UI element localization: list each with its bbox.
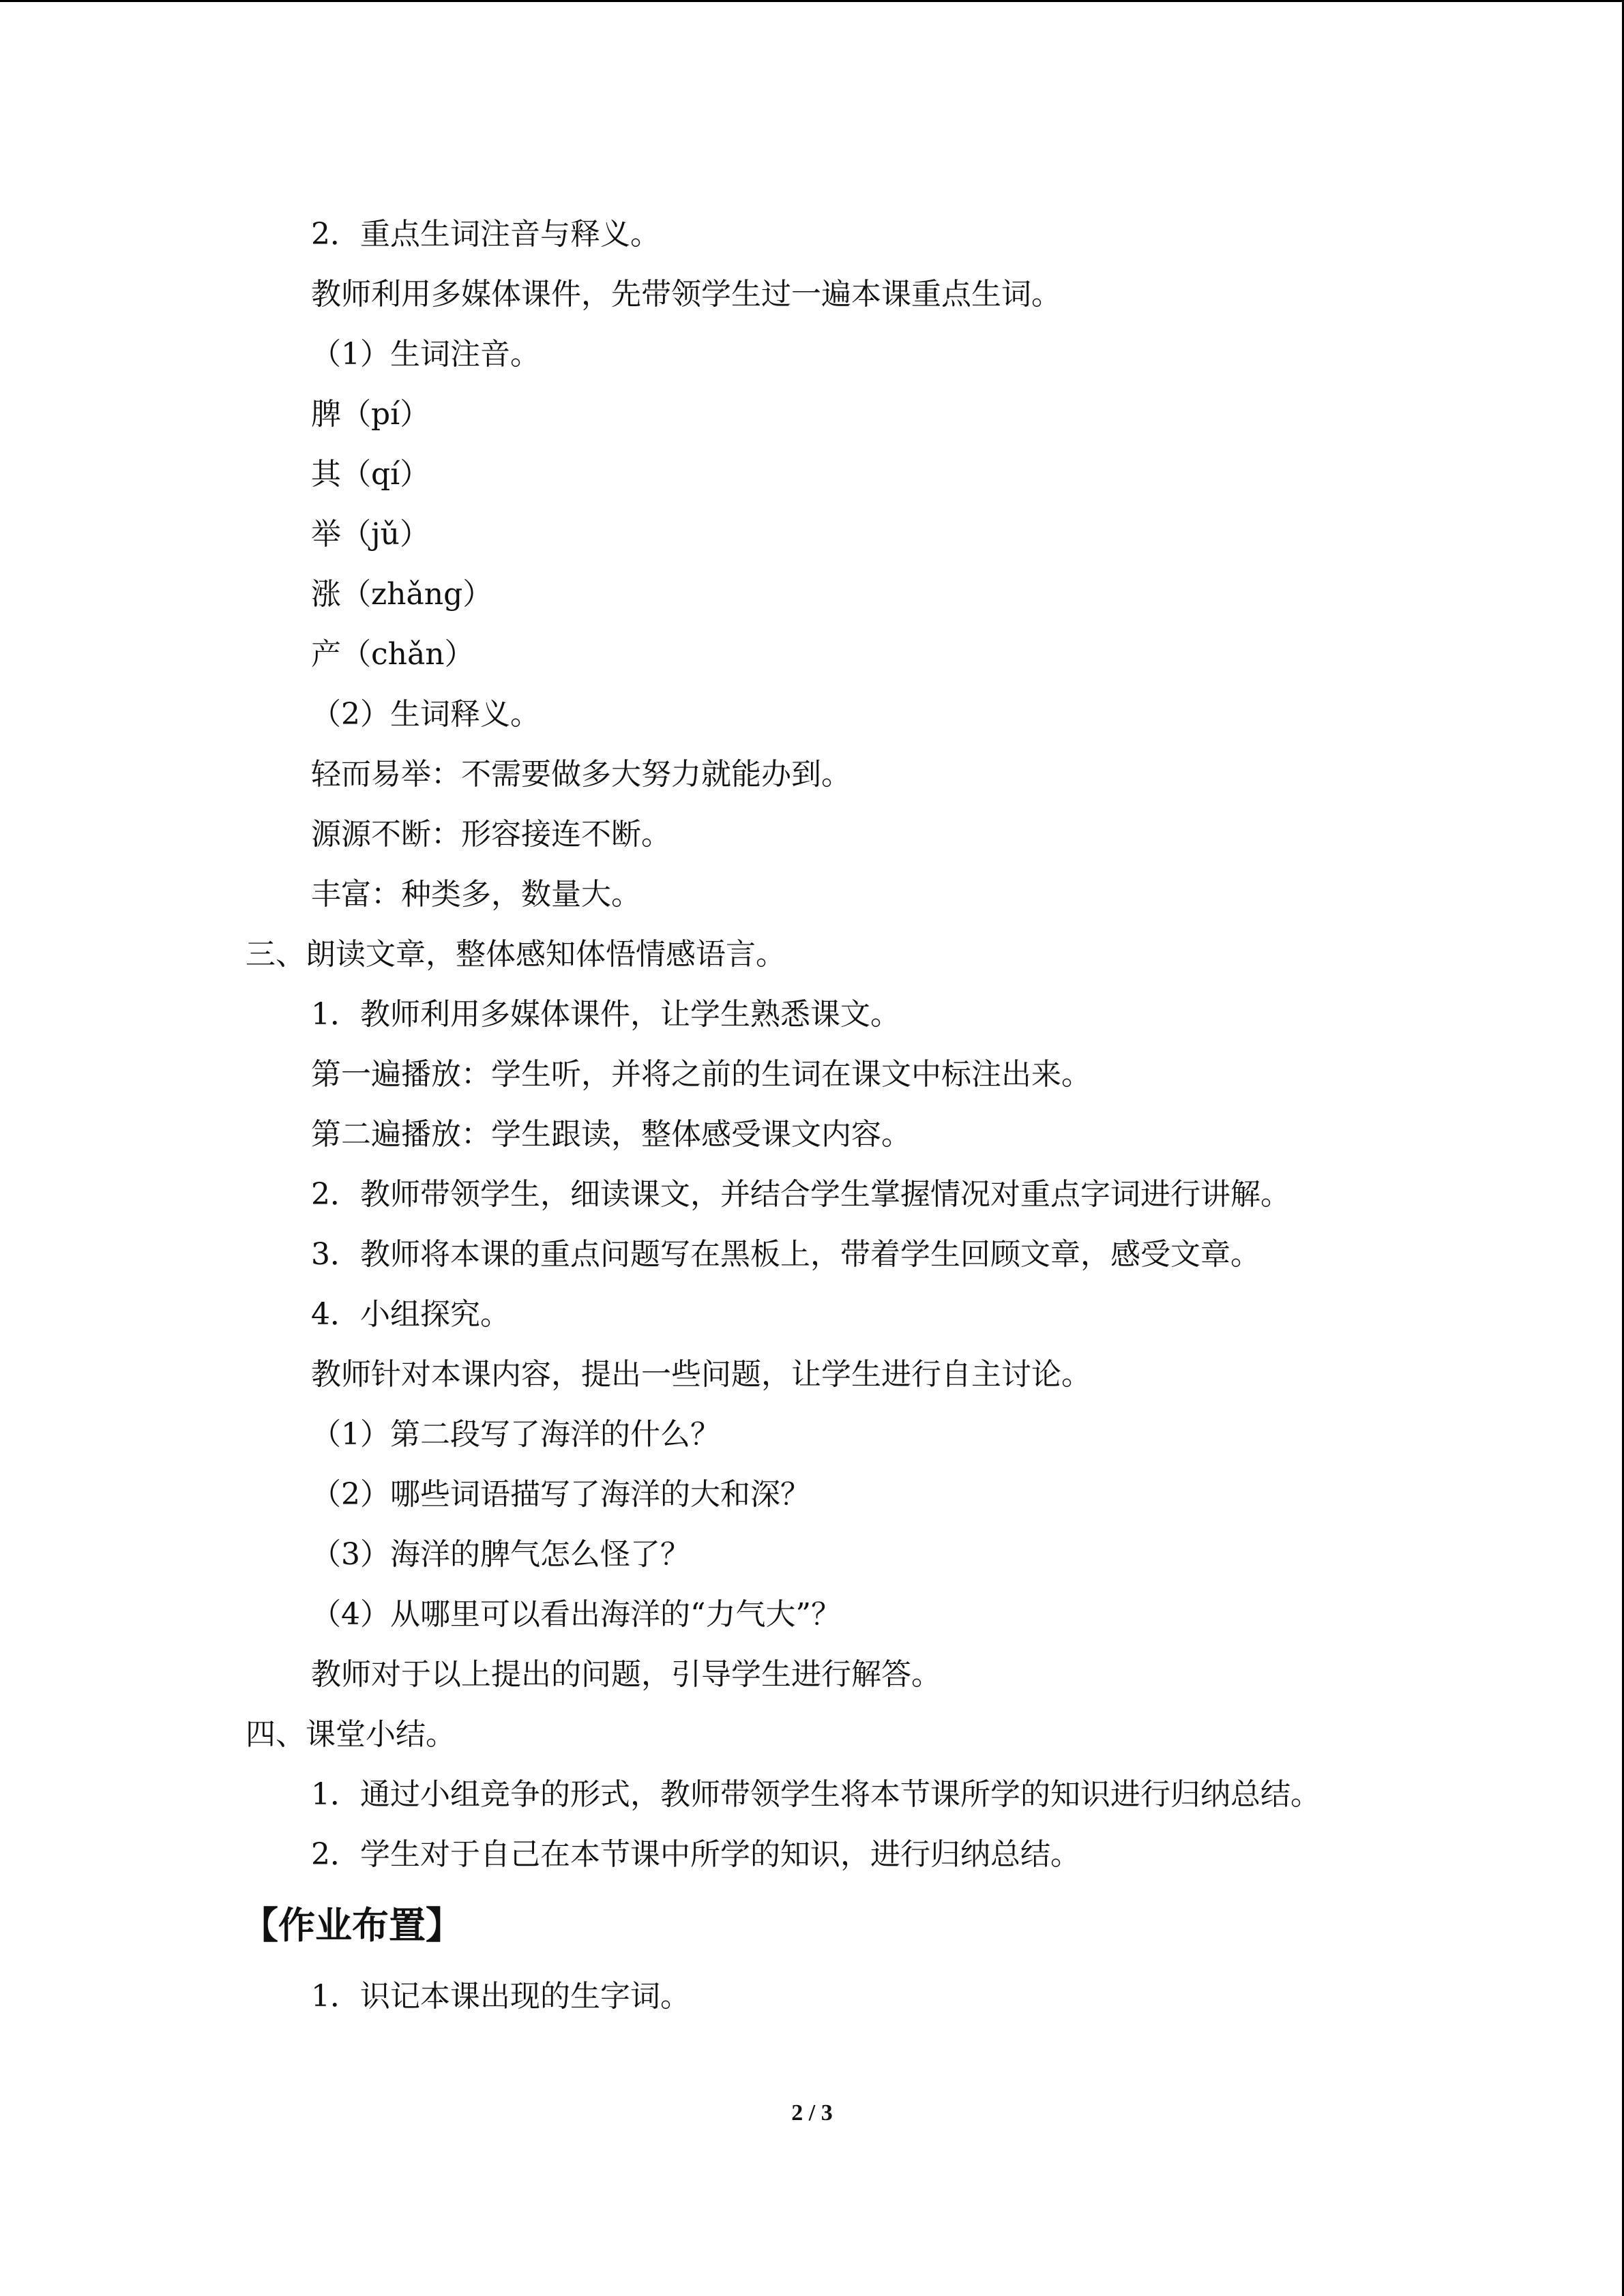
text-line: 2．重点生词注音与释义。 [311,217,660,252]
text-line: 举（jǔ） [311,517,430,552]
text-line: 教师利用多媒体课件，先带领学生过一遍本课重点生词。 [311,277,1061,312]
text-line: 丰富：种类多，数量大。 [311,877,641,912]
text-line: 涨（zhǎng） [311,577,493,612]
text-line: 1．教师利用多媒体课件，让学生熟悉课文。 [311,997,900,1032]
text-line: 脾（pí） [311,397,430,432]
homework-item: 1．识记本课出现的生字词。 [311,1979,690,2014]
text-line: 轻而易举：不需要做多大努力就能办到。 [311,757,851,792]
text-line: 第一遍播放：学生听，并将之前的生词在课文中标注出来。 [311,1057,1091,1092]
text-line: 产（chǎn） [311,637,475,672]
text-line: 2．教师带领学生，细读课文，并结合学生掌握情况对重点字词进行讲解。 [311,1177,1290,1212]
text-line: 第二遍播放：学生跟读，整体感受课文内容。 [311,1117,911,1152]
homework-heading: 【作业布置】 [241,1904,462,1947]
text-line: （3）海洋的脾气怎么怪了？ [311,1537,690,1572]
text-line: 其（qí） [311,457,430,492]
text-line: （1）生词注音。 [311,337,540,372]
text-line: 源源不断：形容接连不断。 [311,817,671,852]
section-heading-4: 四、课堂小结。 [246,1717,456,1752]
text-line: （2）哪些词语描写了海洋的大和深？ [311,1477,810,1512]
text-line: （1）第二段写了海洋的什么？ [311,1417,720,1452]
text-line: 教师针对本课内容，提出一些问题，让学生进行自主讨论。 [311,1357,1091,1392]
summary-paragraph: 1．通过小组竞争的形式，教师带领学生将本节课所学的知识进行归纳总结。 [311,1777,1320,1812]
text-line: （4）从哪里可以看出海洋的“力气大”？ [311,1597,841,1632]
page-number: 2 / 3 [791,2100,833,2126]
document-body [241,205,1371,2027]
text-line: （2）生词释义。 [311,697,540,732]
text-line: 3．教师将本课的重点问题写在黑板上，带着学生回顾文章，感受文章。 [311,1237,1260,1272]
section-heading-3: 三、朗读文章，整体感知体悟情感语言。 [246,937,786,972]
text-line: 4．小组探究。 [311,1297,510,1332]
text-line: 教师对于以上提出的问题，引导学生进行解答。 [311,1657,941,1692]
summary-paragraph: 2．学生对于自己在本节课中所学的知识，进行归纳总结。 [311,1837,1080,1872]
